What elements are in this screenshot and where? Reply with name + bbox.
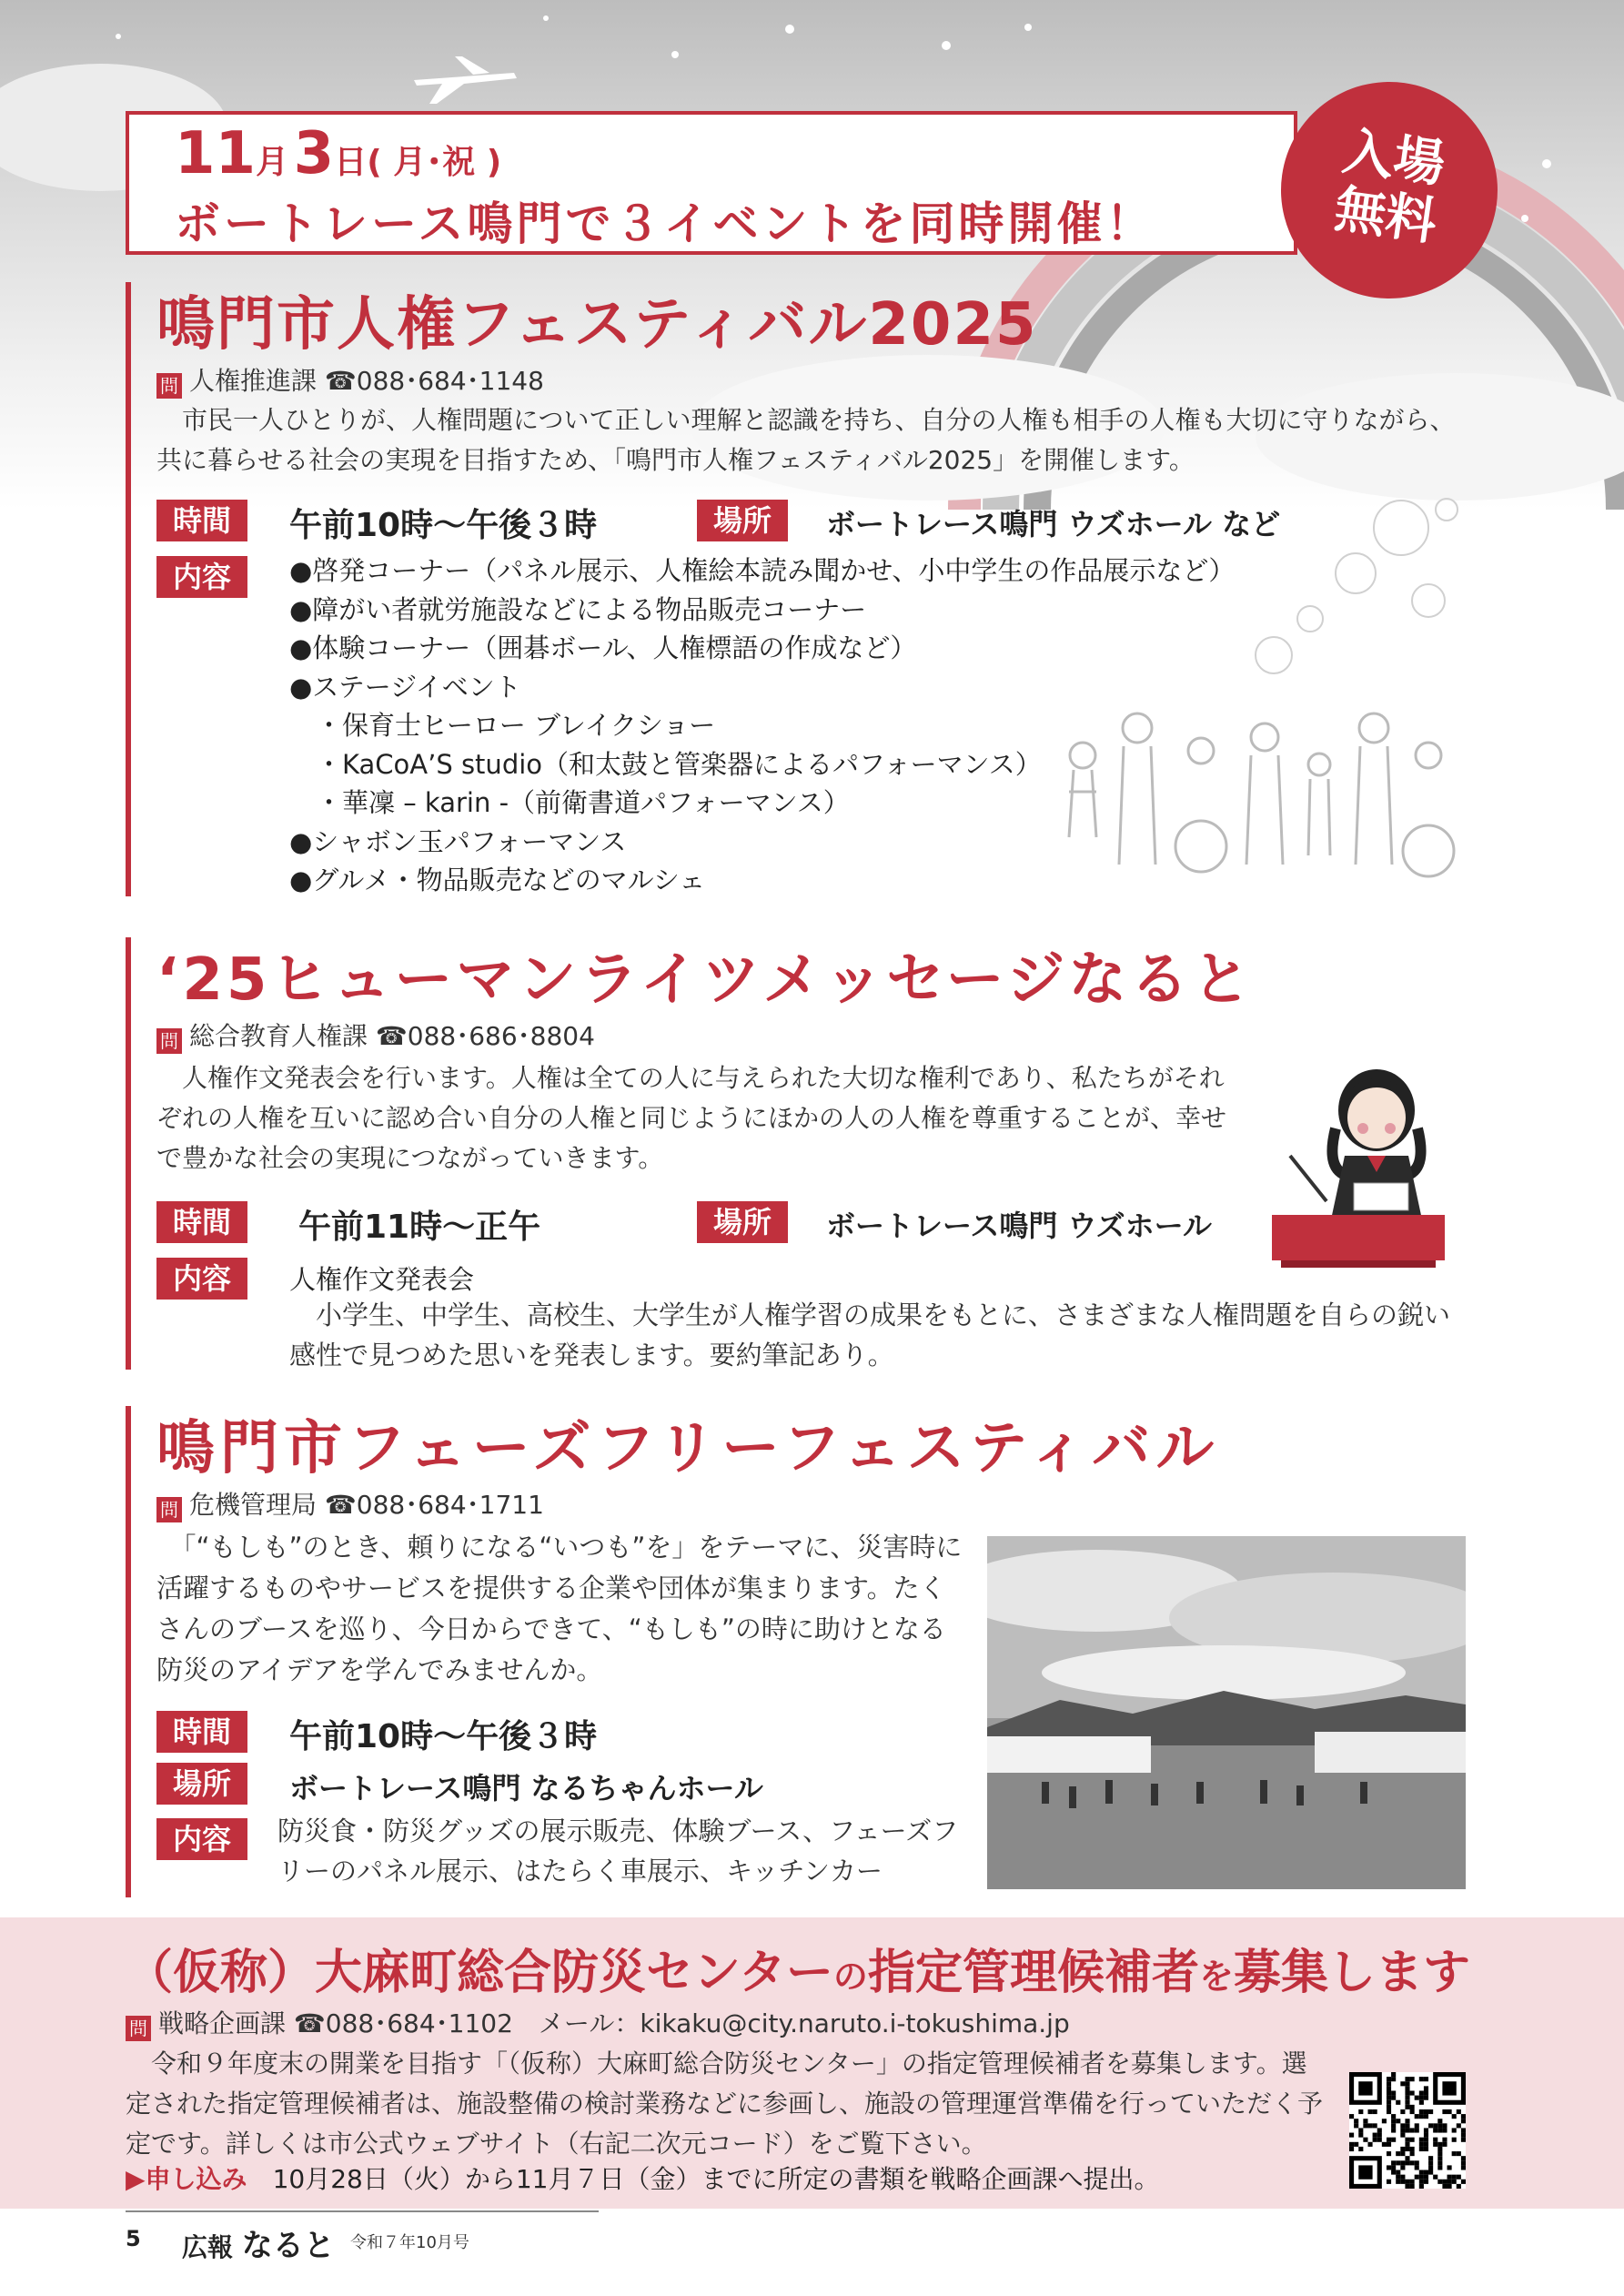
list-item: ●障がい者就労施設などによる物品販売コーナー — [289, 593, 867, 625]
inquiry-mark: 問 — [156, 1497, 182, 1522]
section1-time: 午前10時～午後３時 — [289, 507, 598, 544]
list-item: ●啓発コーナー（パネル展示、人権絵本読み聞かせ、小中学生の作品展示など） — [289, 555, 1236, 586]
section1-title: 鳴門市人権フェスティバル2025 — [156, 291, 1038, 359]
footer-divider — [126, 2210, 599, 2212]
inquiry-mark: 問 — [156, 373, 182, 399]
section2-title: ‘25ヒューマンライツメッセージなると — [156, 946, 1255, 1014]
section2-content-body: 小学生、中学生、高校生、大学生が人権学習の成果をもとに、さまざまな人権問題を自らの鋭い感性で見つめた思いを発表します。要約筆記あり。 — [289, 1300, 1451, 1371]
badge-line-1: 入場 — [1338, 121, 1448, 195]
inquiry-mark: 問 — [156, 1028, 182, 1054]
time-label: 時間 — [156, 1711, 247, 1753]
list-item: ・KaCoA’S studio（和太鼓と管楽器によるパフォーマンス） — [289, 748, 1042, 780]
section1-contact — [156, 361, 544, 399]
qr-code-pattern — [1349, 2072, 1466, 2189]
time-label: 時間 — [156, 1201, 247, 1243]
section4-apply — [126, 2159, 1159, 2196]
list-item: ●シャボン玉パフォーマンス — [289, 825, 627, 857]
section1-contact-text: 人権推進課 ☎088･684･1148 — [189, 366, 544, 396]
soap-bubbles-illustration — [1219, 473, 1465, 692]
people-illustration — [1046, 701, 1465, 883]
qr-code[interactable] — [1349, 2072, 1466, 2189]
section2-body: 人権作文発表会を行います。人権は全ての人に与えられた大切な権利であり、私たちがそれぞれの人権を互いに認め合い自分の人権と同じようにほかの人の人権を尊重することが、幸せで豊かな社会の実現につながっていきます。 — [156, 1063, 1227, 1173]
list-item: ●体験コーナー（囲碁ボール、人権標語の作成など） — [289, 632, 917, 663]
publication-name — [182, 2220, 335, 2265]
page-number: 5 — [126, 2226, 141, 2251]
section2-time: 午前11時～正午 — [298, 1209, 541, 1246]
content-label: 内容 — [156, 1818, 247, 1860]
content-label: 内容 — [156, 556, 247, 598]
section3-contact — [156, 1485, 544, 1522]
section4-title-part: を — [1198, 1957, 1234, 1997]
event-headline: ボートレース鳴門で３イベントを同時開催！ — [175, 197, 1155, 250]
place-label: 場所 — [697, 500, 788, 541]
list-item: ●グルメ・物品販売などのマルシェ — [289, 865, 706, 895]
place-label: 場所 — [697, 1201, 788, 1243]
section4-contact — [126, 2004, 1070, 2041]
section4-title-part: の — [832, 1957, 868, 1997]
apply-label: ▶申し込み — [126, 2164, 247, 2194]
section3-title: 鳴門市フェーズフリーフェスティバル — [156, 1415, 1220, 1482]
section3-place: ボートレース鳴門 なるちゃんホール — [289, 1771, 763, 1805]
section4-title — [126, 1934, 1470, 2002]
content-label: 内容 — [156, 1258, 247, 1300]
event-header-box — [126, 111, 1297, 255]
section1-body: 市民一人ひとりが、人権問題について正しい理解と認識を持ち、自分の人権も相手の人権も大切に守りながら、共に暮らせる社会の実現を目指すため、「鳴門市人権フェスティバル2025」を開催します。 — [156, 405, 1456, 475]
student-speaker-illustration — [1272, 1065, 1463, 1283]
weekday: ( 月･祝 ) — [367, 144, 502, 181]
section-accent-bar — [126, 1406, 131, 1897]
day-char: 日 — [334, 144, 368, 181]
section2-contact — [156, 1017, 595, 1054]
section3-contact-text: 危機管理局 ☎088･684･1711 — [189, 1490, 544, 1520]
inquiry-mark: 問 — [126, 2016, 151, 2041]
publication-name-part: 広報 — [182, 2232, 234, 2262]
section4-body: 令和９年度末の開業を目指す「（仮称）大麻町総合防災センター」の指定管理候補者を募集します。選定された指定管理候補者は、施設整備の検討業務などに参画し、施設の管理運営準備を行っていただく予定です。詳しくは市公式ウェブサイト（右記二次元コード）をご覧下さい。 — [126, 2048, 1324, 2159]
section3-body: 「“もしも”のとき、頼りになる“いつも”を」をテーマに、災害時に活躍するものやサービスを提供する企業や団体が集まります。たくさんのブースを巡り、今日からできて、“もしも”の時に助けとなる防災のアイデアを学んでみませんか。 — [156, 1532, 963, 1685]
section3-time: 午前10時～午後３時 — [289, 1718, 598, 1755]
section1-place: ボートレース鳴門 ウズホール など — [826, 507, 1281, 541]
section2-content-title: 人権作文発表会 — [289, 1264, 475, 1295]
day-number: 3 — [293, 120, 335, 187]
badge-line-2: 無料 — [1331, 179, 1441, 253]
month-number: 11 — [175, 120, 257, 187]
section4-title-part: 指定管理候補者 — [867, 1946, 1199, 2000]
section-accent-bar — [126, 282, 131, 896]
section4-contact-text: 戦略企画課 ☎088･684･1102 メール：kikaku@city.naruto.i-tokushima.jp — [158, 2008, 1070, 2038]
apply-text: 10月28日（火）から11月７日（金）までに所定の書類を戦略企画課へ提出。 — [272, 2164, 1160, 2194]
issue-date: 令和７年10月号 — [350, 2233, 469, 2252]
time-label: 時間 — [156, 500, 247, 541]
section4-title-part: 募集します — [1233, 1946, 1470, 2000]
section2-place: ボートレース鳴門 ウズホール — [826, 1209, 1212, 1243]
publication-name-part: なると — [241, 2228, 335, 2264]
airplane-icon — [409, 53, 519, 107]
list-item: ・華凜 – karin -（前衛書道パフォーマンス） — [289, 787, 850, 818]
section4-title-part: （仮称）大麻町総合防災センター — [126, 1946, 833, 2000]
list-item: ・保育士ヒーロー ブレイクショー — [289, 710, 716, 741]
section-accent-bar — [126, 937, 131, 1370]
event-date — [175, 120, 501, 187]
place-label: 場所 — [156, 1763, 247, 1805]
list-item: ●ステージイベント — [289, 671, 521, 703]
month-char: 月 — [256, 144, 289, 181]
section3-content: 防災食・防災グッズの展示販売、体験ブース、フェーズフリーのパネル展示、はたらく車展示、キッチンカー — [277, 1816, 959, 1886]
festival-photo — [987, 1536, 1466, 1889]
section2-contact-text: 総合教育人権課 ☎088･686･8804 — [189, 1021, 595, 1051]
